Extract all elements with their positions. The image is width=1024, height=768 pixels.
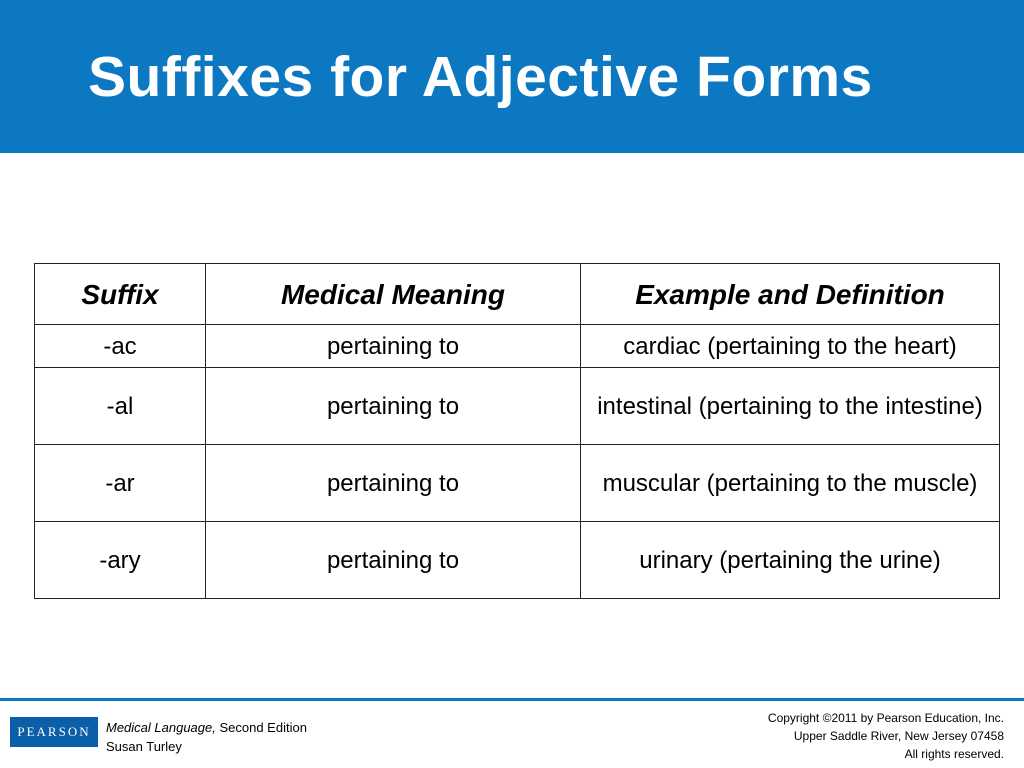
header-suffix: Suffix — [35, 264, 206, 325]
header-example-definition: Example and Definition — [581, 264, 1000, 325]
slide-title: Suffixes for Adjective Forms — [88, 45, 873, 109]
cell-example: cardiac (pertaining to the heart) — [581, 325, 1000, 368]
table-header-row — [35, 264, 1000, 325]
book-credit — [106, 718, 307, 756]
table-row — [35, 445, 1000, 522]
logo-text: PEARSON — [17, 724, 91, 739]
table-row — [35, 522, 1000, 599]
header-medical-meaning: Medical Meaning — [206, 264, 581, 325]
cell-suffix: -ary — [35, 522, 206, 599]
copyright-line-3: All rights reserved. — [904, 747, 1004, 761]
cell-meaning: pertaining to — [206, 445, 581, 522]
suffix-table-container — [34, 263, 999, 599]
table-row — [35, 368, 1000, 445]
cell-meaning: pertaining to — [206, 325, 581, 368]
pearson-logo — [10, 717, 98, 747]
book-title: Medical Language, — [106, 720, 216, 735]
cell-suffix: -al — [35, 368, 206, 445]
copyright-line-1: Copyright ©2011 by Pearson Education, Inc. — [767, 711, 1004, 725]
cell-suffix: -ar — [35, 445, 206, 522]
book-edition: Second Edition — [219, 720, 307, 735]
cell-meaning: pertaining to — [206, 522, 581, 599]
suffix-table — [34, 263, 1000, 599]
title-banner — [0, 0, 1024, 153]
table-row — [35, 325, 1000, 368]
cell-example: intestinal (pertaining to the intestine) — [581, 368, 1000, 445]
book-title-line — [106, 718, 307, 737]
copyright-notice — [768, 709, 1004, 763]
book-author: Susan Turley — [106, 739, 182, 754]
cell-suffix: -ac — [35, 325, 206, 368]
copyright-line-2: Upper Saddle River, New Jersey 07458 — [793, 729, 1004, 743]
footer-divider — [0, 698, 1024, 701]
cell-example: muscular (pertaining to the muscle) — [581, 445, 1000, 522]
cell-meaning: pertaining to — [206, 368, 581, 445]
cell-example: urinary (pertaining the urine) — [581, 522, 1000, 599]
